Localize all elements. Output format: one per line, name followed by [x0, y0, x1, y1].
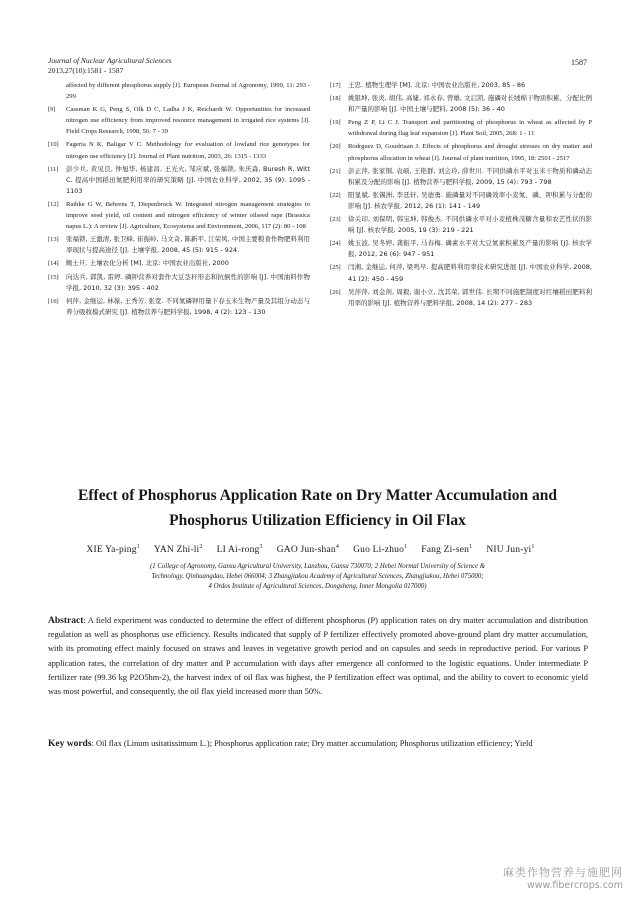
- reference-text: 姚玉波, 吴冬婷, 龚振平, 马春梅. 磷素水平对大豆氮素积累及产量的影响 [J]. 核农学报, 2012, 26 (6): 947 - 951: [348, 239, 592, 259]
- reference-number: [9]: [48, 106, 56, 114]
- reference-entry: [48, 258, 310, 269]
- issue-info: 2013,27(10):1581 - 1587: [48, 66, 124, 75]
- author: [353, 545, 407, 555]
- reference-number: [12]: [48, 200, 59, 208]
- reference-text: 吴萍萍, 刘金剑, 周毅, 谢小立, 沈其荣, 郭世伟. 长期不同施肥制度对红壤稻田肥料利用率的影响 [J]. 植物营养与肥料学报, 2008, 14 (2): 277 - 283: [348, 287, 592, 307]
- reference-number: [26]: [330, 288, 341, 296]
- watermark-line-2: www.fibercrops.com: [526, 880, 623, 891]
- page-number: 1587: [571, 58, 587, 67]
- reference-text: 闫湘, 金继运, 何萍, 梁鸣早. 提高肥料利用率技术研究进展 [J]. 中国农业科学, 2008, 41 (2): 450 - 459: [348, 263, 592, 283]
- author-list: [40, 544, 595, 555]
- abstract-label: Abstract: [48, 616, 84, 626]
- author-affiliation-marker: 3: [259, 544, 263, 550]
- reference-entry: [330, 93, 592, 115]
- reference-number: [19]: [330, 119, 341, 127]
- reference-entry: [330, 141, 592, 163]
- reference-text: 王忠. 植物生理学 [M]. 北京: 中国农业出版社, 2003, 85 - 86: [348, 81, 526, 89]
- reference-text: 阳显斌, 张锡洲, 李廷轩, 吴德勇. 施磷量对不同磷效率小麦氮、磷、钾积累与分配的影响 [J]. 核农学报, 2012, 26 (1): 141 - 149: [348, 190, 592, 210]
- keywords-text: : Oil flax (Linum usitatissimum L.); Phosphorus application rate; Dry matter accumulation; Phosphorus utilization efficiency; Yield: [91, 739, 533, 748]
- references-left-column: [48, 80, 310, 320]
- reference-text: 彭少兵, 黄见良, 钟旭华, 杨建昌, 王光火, 邹应斌, 张福锁, 朱庆森, Buresh R, Witt C. 提高中国稻田氮肥利用率的研究策略 [J]. 中国农业科学, 2002, 35 (9): 1095 - 1103: [66, 164, 310, 195]
- reference-text: 彭正萍, 张家铜, 袁硕, 王艳群, 刘会玲, 薛世川. 不同供磷水平对玉米干物质和磷动态积累及分配的影响 [J]. 植物营养与肥料学报, 2009, 15 (4): 793 - 798: [348, 166, 592, 186]
- reference-entry: [330, 166, 592, 188]
- reference-number: [10]: [48, 141, 59, 149]
- reference-text: 姚银坤, 张炎, 胡伟, 高婕, 祁永春, 曾雄, 文启凯. 施磷对长绒棉干物质积累、分配比例和产量的影响 [J]. 中国土壤与肥料, 2008 (5): 36 - 40: [348, 94, 592, 114]
- abstract: [48, 614, 588, 699]
- reference-number: [25]: [330, 264, 341, 272]
- affiliations: [70, 562, 565, 592]
- keywords-label: Key words: [48, 739, 92, 749]
- author-name: XIE Ya-ping: [86, 545, 137, 556]
- journal-name: Journal of Nuclear Agricultural Sciences: [48, 56, 172, 65]
- reference-entry: [330, 80, 592, 91]
- reference-entry: [48, 296, 310, 318]
- watermark-line-1: 麻类作物营养与施肥网: [503, 866, 623, 879]
- author-name: GAO Jun-shan: [276, 545, 336, 556]
- author: [86, 545, 139, 555]
- affiliation-line-1: (1 College of Agronomy, Gansu Agricultural University, Lanzhou, Gansu 730070; 2 Hebei Normal University of Science &: [150, 563, 485, 570]
- reference-text: Fageria N K, Baligar V C. Methodology for evaluation of lowland rice genotypes for nitrogen use efficiency [J]. Journal of Plant nutrition, 2003, 26: 1315 - 1333: [66, 141, 310, 160]
- reference-text: 徐关印, 刘保明, 韩宝坤, 韩俊杰. 不同供磷水平对小麦植株茂糖含量和农艺性状的影响 [J]. 核农学报, 2005, 19 (3): 219 - 221: [348, 215, 592, 235]
- reference-text: 鲍士旦. 土壤农化分析 [M]. 北京: 中国农业出版社, 2000: [66, 259, 229, 268]
- reference-number: [17]: [330, 82, 341, 89]
- reference-number: [48, 80, 66, 102]
- author: [154, 545, 203, 555]
- reference-number: [20]: [330, 143, 341, 151]
- affiliation-line-3: 4 Ordos Institute of Agricultural Sciences, Dongsheng, Inner Mongolia 017000): [208, 583, 427, 590]
- author-name: NIU Jun-yi: [486, 545, 532, 556]
- reference-entry: [48, 104, 310, 137]
- keywords: [48, 738, 588, 751]
- reference-number: [21]: [330, 167, 341, 175]
- abstract-text: : A field experiment was conducted to determine the effect of different phosphorus (P) application rates on dry matter accumulation and distribution regulation as well as phosphorus use efficiency. Results indicated that supply of P fertilizer effectively promoted above-ground plant dry matter accumulation, with its promoting effect mainly focused on straws and leaves in vegetative growth period and on capsules and seeds in reproductive period. For various P application rates, the correlation of dry matter and P accumulation with days after emergence all conformed to the logistic equations. Under intermediate P fertilizer rate (99.36 kg P2O5hm-2), the harvest index of oil flax was highest, the P fertilization effect was optimal, and the ability to covert to economic yield was most powerful, and consequently, the oil flax yield increased more than 50%.: [48, 616, 588, 697]
- reference-entry: [330, 287, 592, 309]
- author-name: Guo Li-zhuo: [353, 545, 405, 556]
- author-affiliation-marker: 1: [404, 544, 408, 550]
- reference-number: [18]: [330, 95, 341, 103]
- reference-entry: [48, 272, 310, 294]
- reference-number: [24]: [330, 240, 341, 248]
- reference-text: 何萍, 金继运, 林葆, 王秀芳, 张宽. 不同氮磷钾用量下春玉米生物产量及其组分动态与养分吸收模式研究 [J]. 植物营养与肥料学报, 1998, 4 (2): 123 - 130: [66, 296, 310, 316]
- reference-entry: [330, 190, 592, 212]
- author-affiliation-marker: 1: [136, 544, 140, 550]
- title-line-2: Phosphorus Utilization Efficiency in Oil Flax: [169, 512, 466, 529]
- author-affiliation-marker: 2: [199, 544, 203, 550]
- author: [421, 545, 472, 555]
- reference-text: Rathke G W, Behrens T, Diepenbrock W. Integrated nitrogen management strategies to improve seed yield, oil content and nitrogen efficiency of winter oilseed rape (Brassica napus L.): A review [J]. Agriculture, Ecosystems and Environment, 2006, 117 (2): 80 - 108: [66, 200, 310, 231]
- reference-entry: [48, 199, 310, 232]
- reference-entry: [48, 164, 310, 197]
- author-affiliation-marker: 1: [469, 544, 473, 550]
- author: [277, 545, 339, 555]
- reference-number: [23]: [330, 216, 341, 224]
- reference-entry: [48, 80, 310, 102]
- watermark: [503, 864, 623, 891]
- reference-entry: [48, 139, 310, 161]
- author: [217, 545, 263, 555]
- author-affiliation-marker: 1: [531, 544, 535, 550]
- reference-text: Peng Z P, Li C J. Transport and partitioning of phosphorus in wheat as affected by P withdrawal during flag leaf expansion [J]. Plant Soil, 2005, 268: 1 - 11: [348, 119, 592, 138]
- reference-text: 向达兵, 郭凯, 雷婷. 磷钾营养对套作大豆茎秆形态和抗倒性的影响 [J]. 中国油料作物学报, 2010, 32 (3): 395 - 402: [66, 272, 310, 292]
- author-affiliation-marker: 4: [335, 544, 340, 550]
- affiliation-line-2: Technology, Qinhuangdao, Hebei 066004; 3 Zhangjiakou Academy of Agricultural Sciences, Zhangjiakou, Hebei 075000;: [151, 573, 484, 580]
- references-right-column: [330, 80, 592, 311]
- reference-text: Cassman K G, Peng S, Olk D C, Ladha J K, Reichardt W. Opportunities for increased nitrogen use efficiency from improved resource management in irrigated rice systems [J]. Field Crops Research, 1998, 56: 7 - 39: [66, 106, 310, 136]
- reference-entry: [330, 214, 592, 236]
- reference-number: [11]: [48, 165, 59, 173]
- reference-entry: [330, 117, 592, 139]
- reference-entry: [48, 234, 310, 256]
- article-title: [40, 483, 595, 533]
- reference-number: [14]: [48, 260, 59, 268]
- title-line-1: Effect of Phosphorus Application Rate on Dry Matter Accumulation and: [78, 487, 557, 504]
- author-name: LI Ai-rong: [216, 545, 260, 556]
- reference-number: [13]: [48, 236, 59, 244]
- author-name: Fang Zi-sen: [421, 545, 470, 556]
- reference-entry: [330, 262, 592, 284]
- reference-entry: [330, 238, 592, 260]
- author: [486, 545, 534, 555]
- reference-text: affected by different phosphorus supply [J]. European Journal of Agronomy, 1999, 11: 293 - 299: [66, 82, 310, 101]
- reference-number: [15]: [48, 273, 59, 281]
- reference-text: Rodrguez D, Goudriaan J. Effects of phosphorus and drought stresses on dry matter and phosphorus allocation in wheat [J]. Journal of plant nutrition, 1995, 18: 2501 - 2517: [348, 143, 592, 162]
- reference-number: [16]: [48, 297, 59, 305]
- reference-number: [22]: [330, 191, 341, 199]
- author-name: YAN Zhi-li: [153, 545, 200, 556]
- reference-text: 张福锁, 王激清, 张卫峰, 崔振岭, 马文奇, 陈新平, 江荣风. 中国主要粮食作物肥料利用率现状与提高途径 [J]. 土壤学报, 2008, 45 (5): 915 - 924.: [66, 235, 310, 255]
- running-header: [48, 56, 172, 76]
